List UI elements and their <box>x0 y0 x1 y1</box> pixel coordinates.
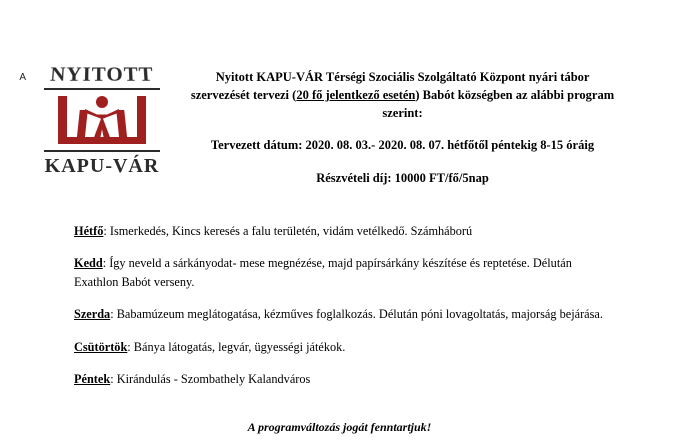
intro-line1-underlined: 20 fő jelentkező esetén <box>296 88 416 103</box>
document-header <box>0 58 679 187</box>
intro-paragraph-1 <box>186 68 619 122</box>
list-item <box>74 222 610 240</box>
intro-block <box>176 58 679 187</box>
day-name-thursday: Csütörtök <box>74 339 128 354</box>
list-item <box>74 305 610 323</box>
intro-fee-line: Részvételi díj: 10000 FT/fő/5nap <box>316 170 489 185</box>
day-text-thursday: : Bánya látogatás, legvár, ügyességi játékok. <box>127 339 346 354</box>
day-name-friday: Péntek <box>74 372 111 387</box>
day-text-monday: : Ismerkedés, Kincs keresés a falu területén, vidám vetélkedő. Számháború <box>103 224 473 238</box>
intro-line1-part1: Nyitott KAPU-VÁR Térségi Szociális Szolgáltató Központ nyári tábor <box>215 70 590 84</box>
corner-letter: A <box>19 72 26 83</box>
intro-date-line: Tervezett dátum: 2020. 08. 03.- 2020. 08. 07. hétfőtől péntekig 8-15 óráig <box>210 138 595 153</box>
day-text-friday: : Kirándulás - Szombathely Kalandváros <box>110 372 311 387</box>
day-name-monday: Hétfő <box>74 224 104 238</box>
organization-logo <box>28 58 176 180</box>
list-item <box>74 370 610 388</box>
footer-disclaimer: A programváltozás jogát fenntartjuk! <box>247 420 432 434</box>
logo-bottom-text: KAPU-VÁR <box>44 155 160 177</box>
list-item <box>74 254 610 291</box>
logo-base-arc <box>58 137 146 144</box>
logo-gate-icon <box>56 94 148 144</box>
logo-top-text: NYITOTT <box>49 62 155 86</box>
day-text-tuesday: : Így neveld a sárkányodat- mese megnézése, majd papírsárkány készítése és reptetése. Délután Exathlon Babót verseny. <box>74 256 572 289</box>
list-item <box>74 338 610 356</box>
logo-rule-bottom <box>44 150 160 152</box>
logo-rule-top <box>44 88 160 90</box>
day-name-wednesday: Szerda <box>74 307 111 322</box>
intro-line1-part4: program szerint: <box>382 88 615 121</box>
day-text-wednesday: : Babamúzeum meglátogatása, kézműves foglalkozás. Délután póni lovagoltatás, majorság bejárása. <box>110 307 603 322</box>
logo-person-icon <box>85 96 119 140</box>
logo-person-head <box>96 96 108 108</box>
day-name-tuesday: Kedd <box>74 256 103 271</box>
intro-line1-part3: ) Babót községben az alábbi <box>415 88 565 103</box>
intro-line1-part2: szervezését tervezi ( <box>190 88 297 103</box>
day-schedule-list <box>74 222 610 403</box>
